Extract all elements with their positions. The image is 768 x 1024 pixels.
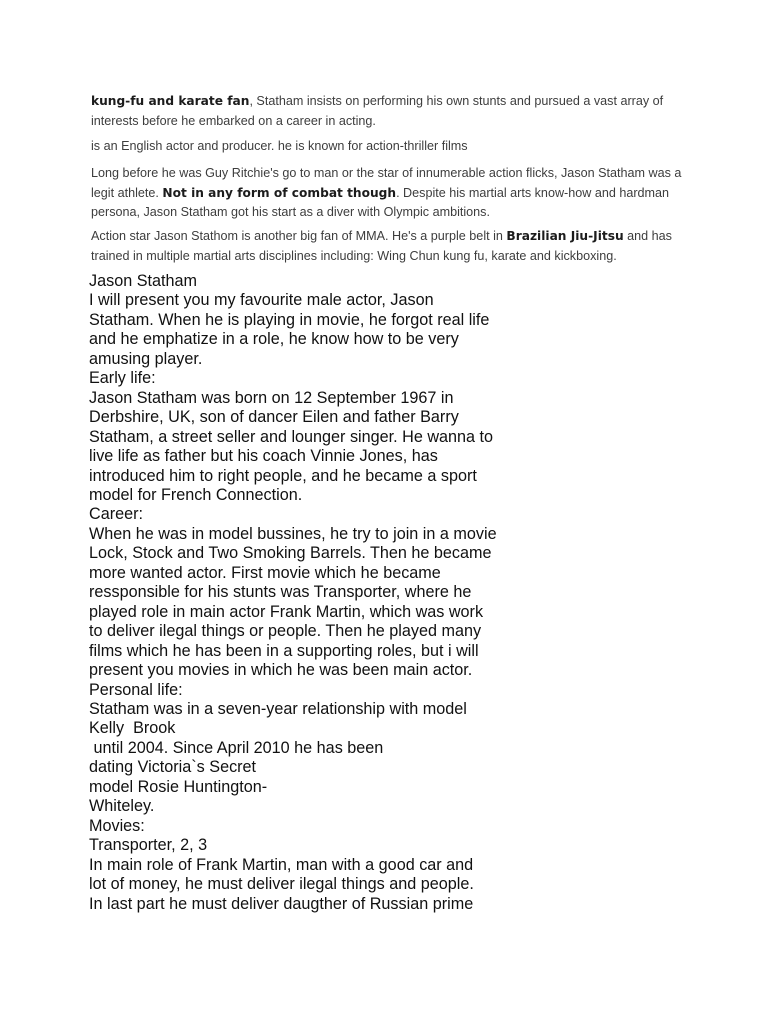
essay-line: Derbshire, UK, son of dancer Eilen and father Barry [89,408,459,427]
essay-line: Transporter, 2, 3 [89,836,208,855]
snippet-mma-fan [91,227,691,266]
essay-line: present you movies in which he was been main actor. [89,661,473,680]
essay-line: films which he has been in a supporting roles, but i will [89,641,479,660]
snippet-bold-text: kung-fu and karate fan [91,94,250,108]
snippet-kung-fu-fan [91,92,691,131]
essay-line: Movies: [89,816,145,835]
essay-line: played role in main actor Frank Martin, which was work [89,602,484,621]
essay-line: Jason Statham [89,272,197,290]
essay-line: amusing player. [89,349,203,368]
essay-line: dating Victoria`s Secret [89,758,257,777]
essay-line: to deliver ilegal things or people. Then he played many [89,622,482,641]
essay-line: and he emphatize in a role, he know how to be very [89,330,459,349]
snippet-legit-athlete [91,164,691,223]
snippet-text: is an English actor and producer. he is known for action-thriller films [91,139,468,153]
essay-line: Kelly Brook [89,719,176,738]
snippet-bold-text: Brazilian Jiu-Jitsu [506,229,624,243]
snippet-text: Action star Jason Stathom is another big fan of MMA. He's a purple belt in [91,229,507,243]
essay-line: In main role of Frank Martin, man with a good car and [89,855,474,874]
essay-line: Early life: [89,369,156,388]
snippet-english-actor [91,137,691,157]
snippet-text: Long before he was Guy Ritchie's go to man or the star of innumerable action flicks, Jason Statham was a legit athlete. [91,166,682,200]
essay-line: Statham. When he is playing in movie, he forgot real life [89,310,490,329]
snippet-text: . Despite his martial arts know-how and hardman persona, Jason Statham got his start as a diver with Olympic ambitions. [91,185,670,219]
essay-line: model Rosie Huntington- [89,777,268,796]
essay-line: live life as father but his coach Vinnie Jones, has [89,447,438,466]
essay-line: introduced him to right people, and he became a sport [89,466,477,485]
snippet-text: and has trained in multiple martial arts disciplines including: Wing Chun kung fu, karate and kickboxing. [91,229,672,263]
snippet-text: , Statham insists on performing his own stunts and pursued a vast array of interests before he embarked on a career in acting. [91,94,664,128]
essay-line: Jason Statham was born on 12 September 1967 in [89,388,454,407]
essay-line: When he was in model bussines, he try to join in a movie [89,524,497,543]
essay-line: Lock, Stock and Two Smoking Barrels. Then he became [89,544,492,563]
essay-line: I will present you my favourite male actor, Jason [89,291,434,310]
snippet-bold-text: Not in any form of combat though [162,185,397,200]
essay-line: In last part he must deliver daugther of Russian prime [89,894,474,913]
essay-line: Whiteley. [89,797,155,816]
essay-line: model for French Connection. [89,485,303,504]
essay-line: until 2004. Since April 2010 he has been [89,738,384,757]
essay-line: Career: [89,505,143,524]
essay-line: Personal life: [89,680,183,699]
essay-line: more wanted actor. First movie which he became [89,563,441,582]
essay-line: Statham, a street seller and lounger singer. He wanna to [89,427,494,446]
essay-line: ressponsible for his stunts was Transporter, where he [89,583,472,602]
essay-line: lot of money, he must deliver ilegal things and people. [89,875,474,894]
essay-line: Statham was in a seven-year relationship with model [89,699,467,718]
main-essay-text [89,272,649,914]
